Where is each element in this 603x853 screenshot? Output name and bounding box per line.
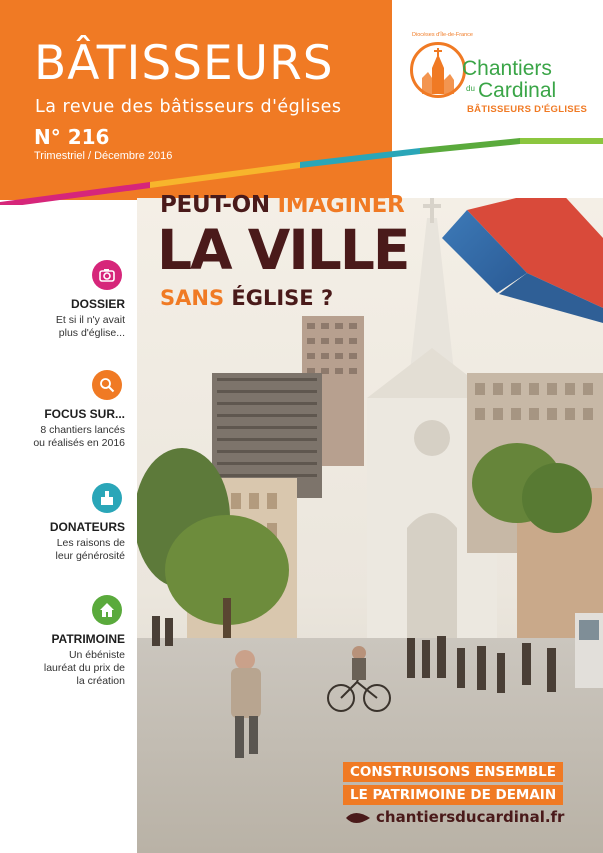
house-icon — [92, 595, 122, 625]
magnifier-icon — [92, 370, 122, 400]
headline-line1: PEUT-ON IMAGINER — [160, 192, 405, 218]
headline-line2: LA VILLE — [157, 218, 409, 282]
sidebar-item-donateurs-title: DONATEURS — [49, 520, 125, 534]
logo-name-du: du — [466, 84, 475, 93]
logo-tagline: BÂTISSEURS D'ÉGLISES — [467, 104, 588, 115]
magazine-subtitle: La revue des bâtisseurs d'églises — [35, 97, 342, 117]
sidebar-item-patrimoine-title: PATRIMOINE — [51, 632, 125, 646]
leaf-icon — [345, 810, 371, 826]
sidebar-item-dossier-title: DOSSIER — [70, 297, 125, 311]
sidebar-item-focus-desc: 8 chantiers lancés ou réalisés en 2016 — [33, 424, 125, 449]
logo-name-line2: Cardinal — [478, 79, 557, 102]
contents-sidebar — [0, 205, 135, 853]
sidebar-item-focus-title: FOCUS SUR... — [44, 407, 125, 421]
logo-name-line1: Chantiers — [462, 57, 552, 80]
issue-number: N° 216 — [34, 125, 110, 149]
camera-icon — [92, 260, 122, 290]
sidebar-item-patrimoine-desc: Un ébéniste lauréat du prix de la création — [43, 649, 125, 687]
website-link[interactable]: chantiersducardinal.fr — [376, 808, 565, 826]
cta-line2: LE PATRIMOINE DE DEMAIN — [343, 785, 563, 805]
church-logo-icon — [418, 48, 458, 96]
issue-date: Trimestriel / Décembre 2016 — [34, 150, 173, 162]
donation-box-icon — [92, 483, 122, 513]
logo-arc-text: Diocèses d'Île-de-France — [412, 32, 473, 38]
headline-line3: SANS ÉGLISE ? — [160, 286, 334, 310]
sidebar-item-dossier-desc: Et si il n'y avait plus d'église... — [55, 314, 125, 339]
cta-line1: CONSTRUISONS ENSEMBLE — [343, 762, 563, 782]
sidebar-item-donateurs-desc: Les raisons de leur générosité — [55, 537, 125, 562]
magazine-title: BÂTISSEURS — [34, 36, 334, 91]
